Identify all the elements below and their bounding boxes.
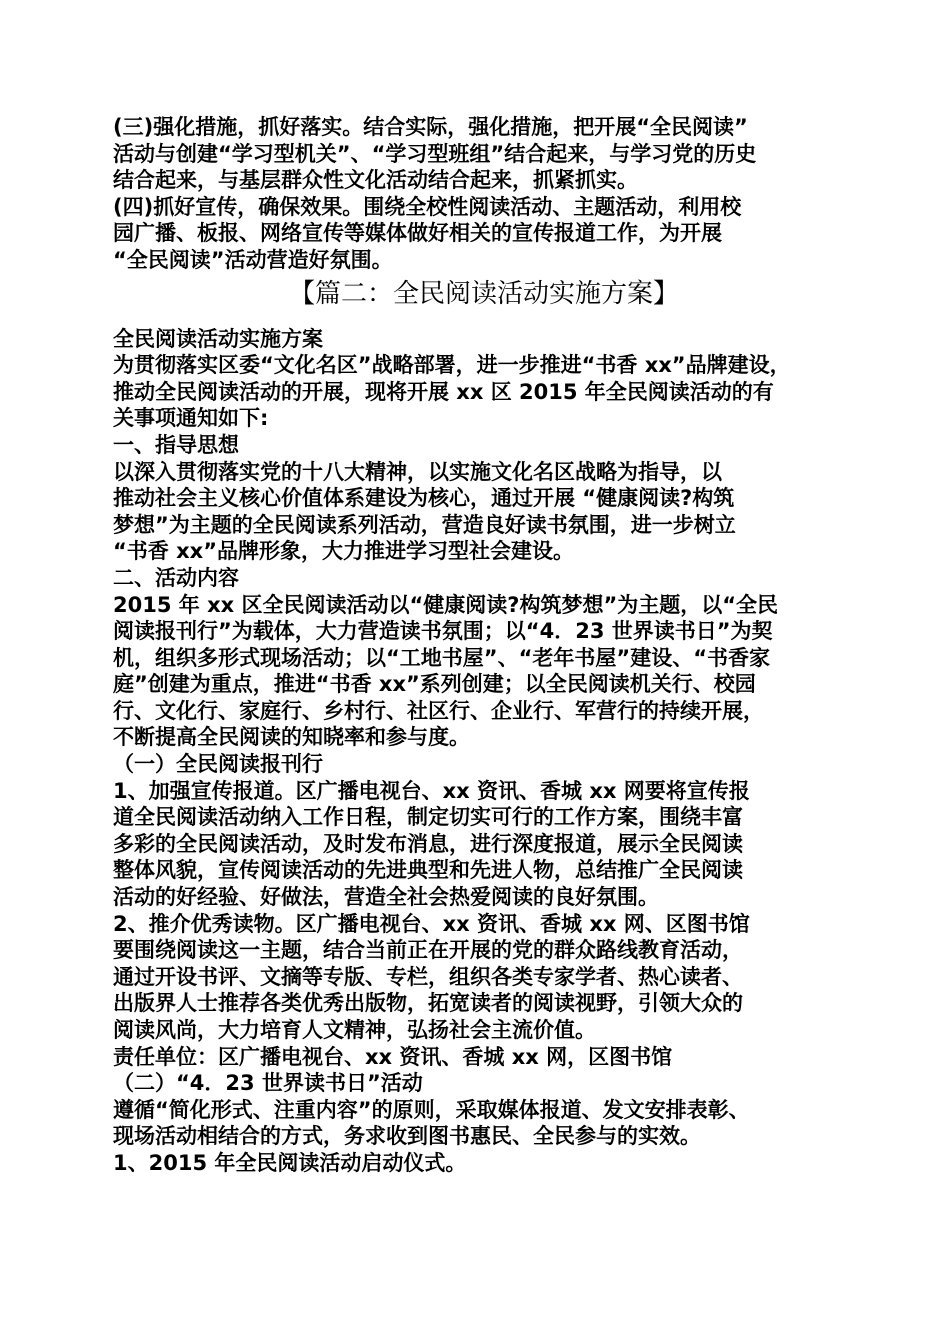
text-line: 推动社会主义核心价值体系建设为核心，通过开展 “健康阅读?构筑 <box>113 486 735 511</box>
text-line: 多彩的全民阅读活动，及时发布消息，进行深度报道，展示全民阅读 <box>113 831 743 856</box>
text-line: (四)抓好宣传，确保效果。围绕全校性阅读活动、主题活动，利用校 <box>113 194 742 219</box>
text-line: 为贯彻落实区委“文化名区”战略部署，进一步推进“书香 xx”品牌建设， <box>113 353 791 378</box>
paragraph <box>113 194 855 274</box>
text-line: 二、活动内容 <box>113 565 239 590</box>
text-line: 1、2015 年全民阅读活动启动仪式。 <box>113 1150 467 1175</box>
paragraph <box>113 751 855 778</box>
text-line: 2015 年 xx 区全民阅读活动以“健康阅读?构筑梦想”为主题，以“全民 <box>113 592 779 617</box>
text-line: （二）“4．23 世界读书日”活动 <box>113 1071 423 1096</box>
paragraph <box>113 1097 855 1150</box>
text-line: 不断提高全民阅读的知晓率和参与度。 <box>113 725 470 750</box>
text-line: 庭”创建为重点，推进“书香 xx”系列创建；以全民阅读机关行、校园 <box>113 672 756 697</box>
paragraph <box>113 1150 855 1177</box>
text-line: 道全民阅读活动纳入工作日程，制定切实可行的工作方案，围绕丰富 <box>113 805 743 830</box>
paragraph <box>113 326 855 353</box>
paragraph <box>113 592 855 752</box>
paragraph <box>113 1070 855 1097</box>
text-line: 活动的好经验、好做法，营造全社会热爱阅读的良好氛围。 <box>113 885 659 910</box>
text-line: 一、指导思想 <box>113 432 239 457</box>
paragraph <box>113 352 855 432</box>
text-line: 园广播、板报、网络宣传等媒体做好相关的宣传报道工作，为开展 <box>113 221 722 246</box>
text-line: 出版界人士推荐各类优秀出版物，拓宽读者的阅读视野，引领大众的 <box>113 991 743 1016</box>
paragraph <box>113 1044 855 1071</box>
text-line: 活动与创建“学习型机关”、“学习型班组”结合起来，与学习党的历史 <box>113 141 757 166</box>
text-line: 遵循“简化形式、注重内容”的原则，采取媒体报道、发文安排表彰、 <box>113 1097 750 1122</box>
text-line: 机，组织多形式现场活动；以“工地书屋”、“老年书屋”建设、“书香家 <box>113 645 771 670</box>
text-line: “全民阅读”活动营造好氛围。 <box>113 247 393 272</box>
text-line: (三)强化措施，抓好落实。结合实际，强化措施，把开展“全民阅读” <box>113 115 748 139</box>
paragraph <box>113 459 855 565</box>
text-line: 推动全民阅读活动的开展，现将开展 xx 区 2015 年全民阅读活动的有 <box>113 379 774 404</box>
text-line: 现场活动相结合的方式，务求收到图书惠民、全民参与的实效。 <box>113 1124 701 1149</box>
paragraph <box>113 778 855 911</box>
text-line: 通过开设书评、文摘等专版、专栏，组织各类专家学者、热心读者、 <box>113 964 743 989</box>
text-line: 梦想”为主题的全民阅读系列活动，营造良好读书氛围，进一步树立 <box>113 512 736 537</box>
text-line: 责任单位：区广播电视台、xx 资讯、香城 xx 网，区图书馆 <box>113 1044 673 1069</box>
text-line: 全民阅读活动实施方案 <box>113 326 323 351</box>
paragraph <box>113 432 855 459</box>
paragraph <box>113 911 855 1044</box>
paragraph <box>113 565 855 592</box>
text-line: 1、加强宣传报道。区广播电视台、xx 资讯、香城 xx 网要将宣传报 <box>113 778 750 803</box>
text-line: 阅读风尚，大力培育人文精神，弘扬社会主流价值。 <box>113 1018 596 1042</box>
text-line: 要围绕阅读这一主题，结合当前正在开展的党的群众路线教育活动， <box>113 938 743 963</box>
text-line: 2、推介优秀读物。区广播电视台、xx 资讯、香城 xx 网、区图书馆 <box>113 911 750 936</box>
section-heading: 【篇二：全民阅读活动实施方案】 <box>288 278 679 309</box>
text-line: 关事项通知如下: <box>113 406 269 431</box>
text-line: 阅读报刊行”为载体，大力营造读书氛围；以“4．23 世界读书日”为契 <box>113 619 773 644</box>
text-line: 结合起来，与基层群众性文化活动结合起来，抓紧抓实。 <box>113 168 638 193</box>
text-line: 以深入贯彻落实党的十八大精神，以实施文化名区战略为指导，以 <box>113 459 722 484</box>
text-line: 行、文化行、家庭行、乡村行、社区行、企业行、军营行的持续开展， <box>113 698 764 723</box>
document-page <box>113 114 855 1177</box>
text-line: 整体风貌，宣传阅读活动的先进典型和先进人物，总结推广全民阅读 <box>113 858 743 883</box>
text-line: （一）全民阅读报刊行 <box>113 752 323 777</box>
paragraph <box>113 114 855 194</box>
text-line: “书香 xx”品牌形象，大力推进学习型社会建设。 <box>113 539 575 564</box>
